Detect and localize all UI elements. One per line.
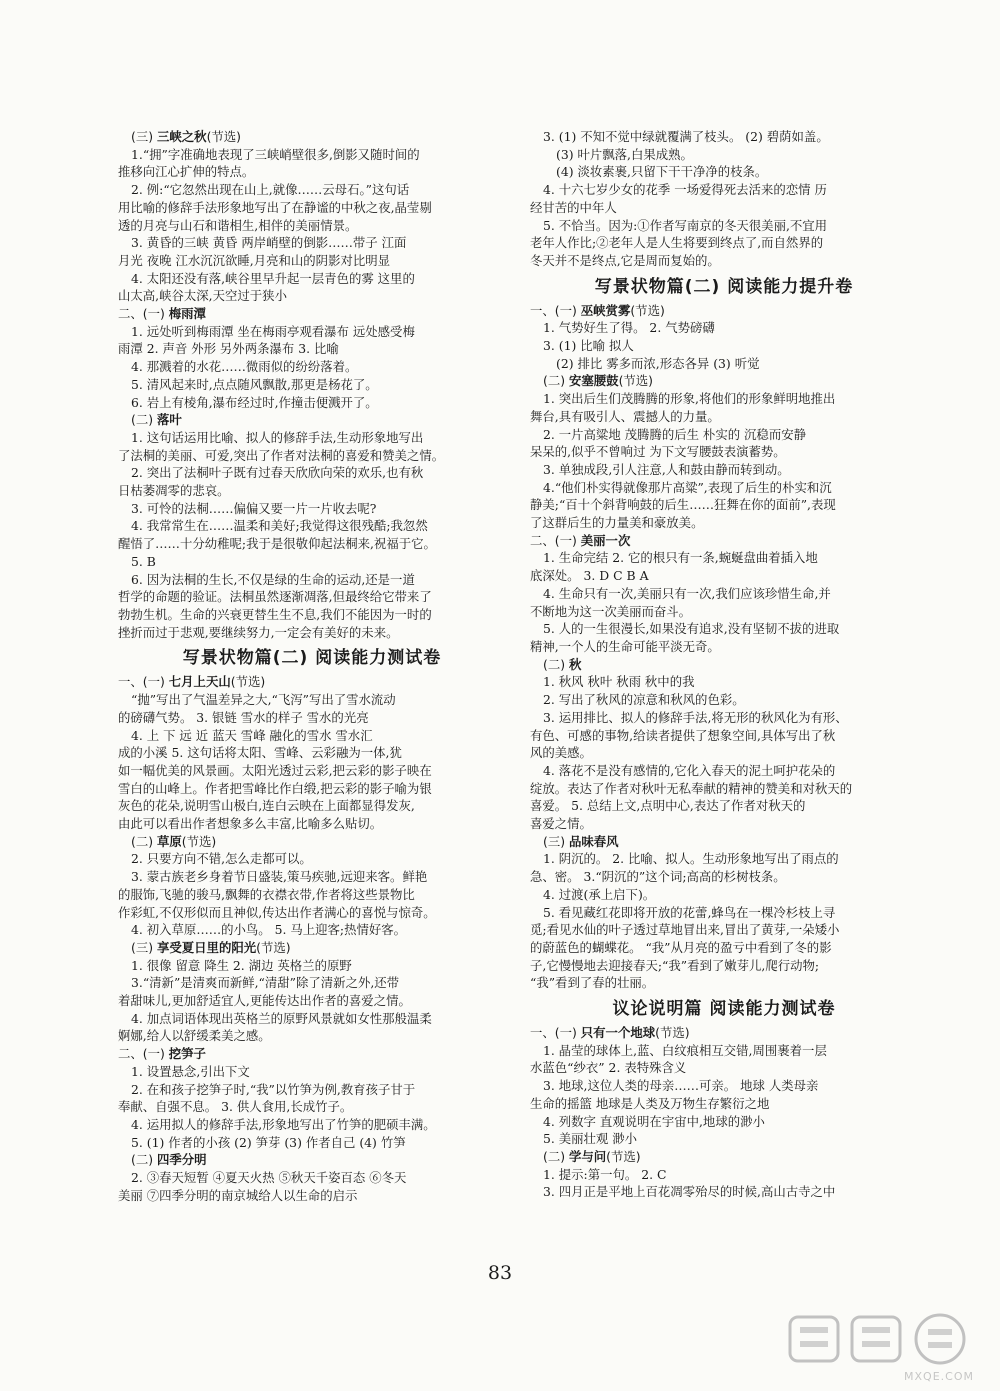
answer-line: 风的美感。 <box>530 745 592 761</box>
passage-name: 秋 <box>569 656 582 672</box>
page-number: 83 <box>487 1262 513 1284</box>
answer-line: 老年人作比;②老年人是人生将要到终点了,而自然界的 <box>530 235 824 251</box>
answer-line: 6. 岩上有棱角,瀑布经过时,作撞击便溅开了。 <box>131 394 378 410</box>
answer-line: 4. 十六七岁少女的花季 一场爱得死去活来的恋情 历 <box>543 182 827 198</box>
answer-line: 5. 看见藏红花即将开放的花蕾,蜂鸟在一棵冷杉枝上寻 <box>543 904 836 920</box>
answer-line: 雪白的山峰上。作者把雪峰比作白缎,把云彩的影子喻为银 <box>118 780 432 796</box>
answer-line: 2. 只要方向不错,怎么走都可以。 <box>131 851 312 867</box>
answer-line: 4. 加点词语体现出英格兰的原野风景就如女性那般温柔 <box>131 1010 432 1026</box>
answer-line: 山太高,峡谷太深,天空过于狭小 <box>118 288 287 304</box>
answer-line: 底深处。 3. D C B A <box>530 568 649 584</box>
answer-line: 5. (1) 作者的小孩 (2) 笋芽 (3) 作者自己 (4) 竹笋 <box>131 1134 406 1150</box>
answer-line: 哲学的命题的验证。法桐虽然逐渐凋落,但最终给它带来了 <box>118 589 432 605</box>
answer-line: 的服饰,飞驰的骏马,飘舞的衣襟衣带,作者将这些景物比 <box>118 886 415 902</box>
answer-line: 子,它慢慢地去迎接春天;“我”看到了嫩芽儿,爬行动物; <box>530 957 820 973</box>
answer-line: 1. 秋风 秋叶 秋雨 秋中的我 <box>543 674 695 690</box>
passage-name: 巫峡赏雾 <box>580 302 631 318</box>
passage-name: 只有一个地球 <box>580 1025 656 1041</box>
answer-line: 由此可以看出作者想象多么丰富,比喻多么贴切。 <box>118 816 383 832</box>
passage-title <box>530 656 918 674</box>
answer-line: “我”看到了春的壮丽。 <box>530 975 655 991</box>
passage-title <box>118 305 506 323</box>
answer-line: (3) 叶片飘落,白果成熟。 <box>556 146 693 162</box>
answer-line: 水蓝色“纱衣” 2. 表特殊含义 <box>530 1060 687 1076</box>
answer-line: 着甜味儿,更加舒适宜人,更能传达出作者的喜爱之情。 <box>118 993 411 1009</box>
passage-title <box>530 532 918 550</box>
answer-line: 1. 设置悬念,引出下文 <box>131 1063 250 1079</box>
answer-line: 1. 突出后生们茂腾腾的形象,将他们的形象鲜明地推出 <box>543 391 836 407</box>
answer-line: 5. 清风起来时,点点随风飘散,那更是杨花了。 <box>131 376 378 392</box>
passage-name: 草原 <box>157 833 182 849</box>
passage-title <box>118 673 506 691</box>
passage-marker: (三) <box>543 833 569 849</box>
answer-line: 喜爱。 5. 总结上文,点明中心,表达了作者对秋天的 <box>530 798 806 814</box>
left-column <box>118 128 506 1204</box>
answer-line: 2. 一片高粱地 茂腾腾的后生 朴实的 沉稳而安静 <box>543 426 806 442</box>
answer-line: 呆呆的,似乎不曾响过 为下文写腰鼓表演蓄势。 <box>530 444 786 460</box>
answer-line: 急、密。 3.“阴沉的”这个词;高高的杉树枝条。 <box>530 869 786 885</box>
answer-line: 3. 蒙古族老乡身着节日盛装,策马疾驰,远迎来客。鲜艳 <box>131 869 428 885</box>
passage-marker: (二) <box>131 412 157 428</box>
passage-name: 品味春风 <box>569 833 619 849</box>
passage-title <box>118 833 506 851</box>
answer-line: 4. 我常常生在……温柔和美好;我觉得这很残酷;我忽然 <box>131 518 428 534</box>
passage-title <box>530 1148 918 1166</box>
answer-line: 3. (1) 不知不觉中绿就覆满了枝头。 (2) 碧荫如盖。 <box>543 129 829 144</box>
answer-line: 透的月亮与山石和谐相生,相伴的美丽情景。 <box>118 217 358 233</box>
answer-line: 3. 四月正是平地上百花凋零殆尽的时候,高山古寺之中 <box>543 1184 836 1200</box>
passage-marker: 二、(一) <box>530 532 581 548</box>
passage-title <box>530 833 918 851</box>
passage-title <box>118 939 506 957</box>
answer-line: 有色、可感的事物,给读者提供了想象空间,具体写出了秋 <box>530 727 836 743</box>
passage-marker: (二) <box>543 656 569 672</box>
answer-line: 经甘苦的中年人 <box>530 199 617 215</box>
answer-line: 3.“清新”是清爽而新鲜,“清甜”除了清新之外,还带 <box>131 975 400 991</box>
watermark-logo <box>782 1311 982 1383</box>
passage-name: 挖笋子 <box>168 1046 206 1062</box>
section-heading: 写景状物篇(二) 阅读能力测试卷 <box>182 648 442 669</box>
passage-name: 学与问 <box>569 1148 607 1164</box>
passage-name: 美丽一次 <box>580 532 631 548</box>
answer-line: “抛”写出了气温差异之大,“飞泻”写出了雪水流动 <box>131 692 396 708</box>
answer-line: 4. 列数字 直观说明在宇宙中,地球的渺小 <box>543 1113 765 1129</box>
passage-marker: (二) <box>543 373 569 389</box>
watermark-text: MXQE.COM <box>904 1370 974 1383</box>
answer-line: 4. 过渡(承上启下)。 <box>543 886 656 902</box>
answer-line: 1. 这句话运用比喻、拟人的修辞手法,生动形象地写出 <box>131 429 424 445</box>
section-heading: 写景状物篇(二) 阅读能力提升卷 <box>594 276 854 297</box>
passage-name: 七月上天山 <box>168 674 231 690</box>
passage-marker: (节选) <box>630 302 665 318</box>
passage-name: 安塞腰鼓 <box>569 373 619 389</box>
answer-line: 成的小溪 5. 这句话将太阳、雪峰、云彩融为一体,犹 <box>118 745 402 761</box>
answer-line: 1.“拥”字准确地表现了三峡峭壁很多,倒影又随时间的 <box>131 146 420 162</box>
answer-line: 2. 在和孩子挖笋子时,“我”以竹笋为例,教育孩子甘于 <box>131 1081 416 1097</box>
answer-line: 1. 阴沉的。 2. 比喻、拟人。生动形象地写出了雨点的 <box>543 851 839 867</box>
passage-marker: (节选) <box>181 833 217 849</box>
passage-title <box>118 1045 506 1063</box>
passage-marker: 一、(一) <box>530 302 581 318</box>
answer-line: 如一幅优美的风景画。太阳光透过云彩,把云彩的影子映在 <box>118 762 432 778</box>
answer-line: 舞台,具有吸引人、震撼人的力量。 <box>530 408 720 424</box>
answer-line: 月光 夜晚 江水沉沉欲睡,月亮和山的阴影对比明显 <box>118 252 391 268</box>
passage-marker: 一、(一) <box>530 1025 581 1041</box>
passage-marker: (三) <box>131 129 157 144</box>
answer-line: 2. 写出了秋风的凉意和秋风的色彩。 <box>543 692 745 708</box>
answer-line: 的蔚蓝色的蝴蝶花。 “我”从月亮的盈亏中看到了冬的影 <box>530 939 832 955</box>
answer-line: 用比喻的修辞手法形象地写出了在静谧的中秋之夜,晶莹剔 <box>118 199 432 215</box>
answer-line: 5. B <box>131 553 156 569</box>
answer-line: 4. 运用拟人的修辞手法,形象地写出了竹笋的肥硕丰满。 <box>131 1116 436 1132</box>
answer-line: 3. (1) 比喻 拟人 <box>543 338 634 354</box>
answer-line: 了这群后生的力量美和豪放美。 <box>530 515 704 531</box>
passage-marker: 二、(一) <box>118 1046 169 1062</box>
passage-marker: (二) <box>131 833 157 849</box>
answer-line: 1. 晶莹的球体上,蓝、白纹痕相互交错,周围裹着一层 <box>543 1042 827 1058</box>
answer-line: 4. 初入草原……的小鸟。 5. 马上迎客;热情好客。 <box>131 922 407 938</box>
passage-name: 四季分明 <box>157 1152 207 1168</box>
passage-marker: 二、(一) <box>118 306 169 322</box>
passage-name: 落叶 <box>157 412 182 428</box>
answer-line: 3. 运用排比、拟人的修辞手法,将无形的秋风化为有形、 <box>543 709 848 725</box>
answer-line: 3. 黄昏的三峡 黄昏 两岸峭壁的倒影……带子 江面 <box>131 235 407 251</box>
answer-line: 1. 提示:第一句。 2. C <box>543 1166 667 1182</box>
answer-line: 婀娜,给人以舒缓柔美之感。 <box>118 1028 271 1044</box>
answer-line: 5. 不恰当。因为:①作者写南京的冬天很美丽,不宜用 <box>543 217 828 233</box>
passage-marker: (节选) <box>618 373 654 389</box>
answer-line: 绽放。表达了作者对秋叶无私奉献的精神的赞美和对秋天的 <box>530 780 853 796</box>
answer-line: (2) 排比 雾多而浓,形态各异 (3) 听觉 <box>556 355 760 371</box>
answer-line: 1. 很像 留意 降生 2. 湖边 英格兰的原野 <box>131 957 352 973</box>
passage-name: 享受夏日里的阳光 <box>157 939 257 955</box>
passage-marker: (节选) <box>606 1148 641 1164</box>
passage-marker: 一、(一) <box>118 674 169 690</box>
answer-line: 觅;看见水仙的叶子透过草地冒出来,冒出了黄芽,一朵矮小 <box>530 922 840 938</box>
answer-line: 醒悟了……十分幼稚呢;我于是很敬仰起法桐来,祝福于它。 <box>118 536 436 552</box>
answer-line: 勃勃生机。生命的兴衰更替生生不息,我们不能因为一时的 <box>118 606 432 622</box>
answer-line: 灰色的花朵,说明雪山极白,连白云映在上面都显得发灰, <box>118 798 415 814</box>
passage-marker: (节选) <box>655 1025 690 1041</box>
answer-line: 生命的摇篮 地球是人类及万物生存繁衍之地 <box>530 1095 770 1111</box>
passage-title <box>530 302 918 320</box>
answer-line: 精神,一个人的生命可能平淡无奇。 <box>530 638 720 654</box>
right-column <box>530 128 918 1201</box>
answer-line: 日枯萎凋零的悲哀。 <box>118 483 230 499</box>
answer-line: 1. 远处听到梅雨潭 坐在梅雨亭观看瀑布 远处感受梅 <box>131 323 415 339</box>
passage-name: 梅雨潭 <box>168 306 206 322</box>
answer-line: 静美;“百十个斜背响鼓的后生……狂舞在你的面前”,表现 <box>530 497 836 513</box>
answer-line: 5. 人的一生很漫长,如果没有追求,没有坚韧不拔的进取 <box>543 621 840 637</box>
passage-title <box>118 1151 506 1169</box>
answer-line: (4) 淡妆素裹,只留下干干净净的枝条。 <box>556 164 768 180</box>
answer-line: 4. 那溅着的水花……微雨似的纷纷落着。 <box>131 359 358 375</box>
answer-line: 2. 突出了法桐叶子既有过春天欣欣向荣的欢乐,也有秋 <box>131 465 424 481</box>
answer-line: 3. 地球,这位人类的母亲……可亲。 地球 人类母亲 <box>543 1078 819 1094</box>
answer-line: 4. 上 下 远 近 蓝天 雪峰 融化的雪水 雪水汇 <box>131 727 373 743</box>
passage-marker: (节选) <box>230 674 266 690</box>
answer-line: 推移向江心扩伸的特点。 <box>118 164 255 180</box>
passage-marker: (节选) <box>256 939 291 955</box>
answer-line: 了法桐的美丽、可爱,突出了作者对法桐的喜爱和赞美之情。 <box>118 447 445 463</box>
passage-marker: (二) <box>543 1148 569 1164</box>
answer-line: 4.“他们朴实得就像那片高粱”,表现了后生的朴实和沉 <box>543 479 832 495</box>
answer-line: 喜爱之情。 <box>530 816 592 832</box>
answer-line: 作彩虹,不仅形似而且神似,传达出作者满心的喜悦与惊奇。 <box>118 904 436 920</box>
answer-line: 的磅礴气势。 3. 银链 雪水的样子 雪水的光亮 <box>118 709 369 725</box>
answer-line: 4. 生命只有一次,美丽只有一次,我们应该珍惜生命,并 <box>543 585 831 601</box>
answer-line: 4. 落花不是没有感情的,它化入春天的泥土呵护花朵的 <box>543 762 836 778</box>
answer-line: 3. 单独成段,引人注意,人和鼓由静而转到动。 <box>543 461 790 477</box>
answer-line: 2. ③春天短暂 ④夏天火热 ⑤秋天千姿百态 ⑥冬天 <box>131 1170 407 1186</box>
section-heading: 议论说明篇 阅读能力测试卷 <box>612 999 836 1020</box>
answer-line: 挫折而过于悲观,要继续努力,一定会有美好的未来。 <box>118 624 399 640</box>
passage-title <box>530 372 918 390</box>
answer-line: 2. 例:“它忽然出现在山上,就像……云母石。”这句话 <box>131 182 410 198</box>
answer-line: 3. 可怜的法桐……偏偏又要一片一片收去呢? <box>131 500 377 516</box>
passage-title <box>118 128 506 146</box>
answer-line: 雨潭 2. 声音 外形 另外两条瀑布 3. 比喻 <box>118 341 339 357</box>
answer-line: 4. 太阳还没有落,峡谷里早升起一层青色的雾 这里的 <box>131 270 415 286</box>
answer-line: 1. 气势好生了得。 2. 气势磅礴 <box>543 320 715 336</box>
answer-line: 不断地为这一次美丽而奋斗。 <box>530 603 692 619</box>
answer-line: 6. 因为法桐的生长,不仅是绿的生命的运动,还是一道 <box>131 571 415 587</box>
answer-line: 美丽 ⑦四季分明的南京城给人以生命的启示 <box>118 1187 358 1203</box>
passage-marker: (三) <box>131 939 157 955</box>
answer-line: 1. 生命完结 2. 它的根只有一条,蜿蜒盘曲着插入地 <box>543 550 818 566</box>
passage-title <box>118 411 506 429</box>
passage-title <box>530 1024 918 1042</box>
passage-marker: (节选) <box>206 129 242 144</box>
answer-line: 冬天并不是终点,它是周而复始的。 <box>530 252 720 268</box>
passage-marker: (二) <box>131 1152 157 1168</box>
answer-line: 5. 美丽壮观 渺小 <box>543 1131 638 1147</box>
answer-line: 奉献、自强不息。 3. 供人食用,长成竹子。 <box>118 1099 353 1115</box>
passage-name: 三峡之秋 <box>157 129 207 144</box>
